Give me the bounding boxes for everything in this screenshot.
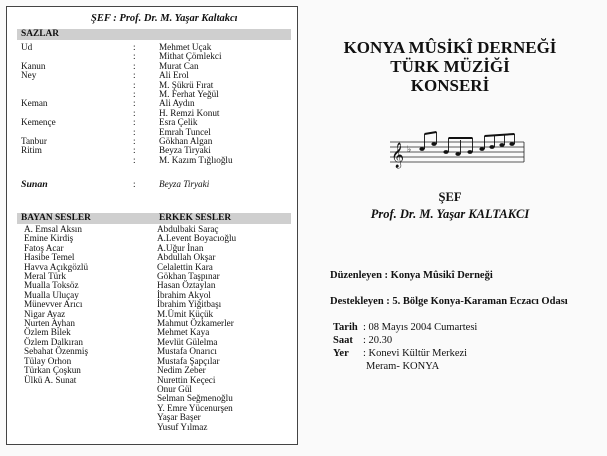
separator-colon: : — [133, 79, 136, 90]
male-singer: Mahmut Özkamerler — [157, 318, 234, 329]
instrument-row — [21, 146, 291, 155]
instrument-row — [21, 90, 291, 99]
instrument-row — [21, 109, 291, 118]
presenter-label: Sunan — [21, 179, 48, 190]
male-singer: Mevlüt Gülelma — [157, 336, 218, 347]
instrument-row — [21, 52, 291, 61]
male-singer: A.Levent Boyacıoğlu — [157, 233, 237, 244]
male-singer: M.Ümit Küçük — [157, 308, 214, 319]
instrument-name: Kemençe — [21, 117, 56, 128]
musician-name: Ali Erol — [159, 70, 189, 81]
svg-text:𝄞: 𝄞 — [391, 143, 405, 168]
separator-colon: : — [133, 154, 136, 165]
female-singer: Tülay Orhon — [24, 355, 72, 366]
male-singer: Hasan Öztaylan — [157, 280, 216, 291]
title-line-3: KONSERİ — [410, 76, 490, 95]
title-line-1: KONYA MÛSİKÎ DERNEĞİ — [343, 38, 557, 57]
musician-name: Murat Can — [159, 60, 199, 71]
voices-header-bar — [17, 213, 291, 224]
date-label: Tarih — [333, 322, 358, 333]
organizer-value: Konya Mûsikî Derneği — [390, 270, 493, 281]
venue-value-2: Meram- KONYA — [366, 361, 440, 372]
concert-info — [300, 0, 607, 456]
separator-colon: : — [133, 60, 136, 71]
male-singer: Mustafa Onarıcı — [157, 346, 217, 357]
title-line-2: TÜRK MÜZİĞİ — [390, 57, 510, 76]
time-line: Saat : 20.30 — [333, 335, 393, 346]
instrument-name: Keman — [21, 98, 48, 109]
instrument-name: Ud — [21, 42, 33, 52]
separator-colon: : — [133, 88, 136, 99]
male-singer: Gökhan Taşpınar — [157, 271, 220, 282]
separator-colon: : — [133, 51, 136, 62]
sazlar-heading: SAZLAR — [21, 29, 60, 39]
venue-line: Yer : Konevi Kültür Merkezi — [333, 348, 468, 359]
male-singer: A.Uğur İnan — [157, 242, 204, 253]
sazlar-header-bar — [17, 29, 291, 40]
conductor-line: ŞEF : Prof. Dr. M. Yaşar Kaltakcı — [91, 13, 238, 24]
instrument-name: Ney — [21, 70, 37, 81]
musician-name: Gökhan Algan — [159, 135, 213, 146]
separator-colon: : — [133, 70, 136, 81]
instrument-row — [21, 137, 291, 146]
female-singer: Mualla Uluçay — [24, 289, 79, 300]
date-line: Tarih : 08 Mayıs 2004 Cumartesi — [333, 322, 478, 333]
conductor-name: Prof. Dr. M. Yaşar Kaltakcı — [119, 13, 238, 24]
male-voices-list — [157, 225, 236, 432]
instrument-row — [21, 128, 291, 137]
musician-name: Mithat Çömlekci — [159, 51, 222, 62]
organizer-line — [330, 270, 493, 281]
sponsor-label: Destekleyen : — [330, 296, 390, 307]
male-singer: Y. Emre Yücenurşen — [157, 402, 233, 413]
sponsor-line — [330, 296, 568, 307]
instrument-name: Tanbur — [21, 135, 47, 146]
separator-colon: : — [133, 126, 136, 137]
presenter-name: Beyza Tiryaki — [159, 179, 210, 189]
venue-label: Yer — [333, 348, 349, 359]
time-value: 20.30 — [368, 335, 393, 346]
musician-name: M. Kazım Tığlıoğlu — [159, 154, 233, 165]
instrument-row — [21, 71, 291, 80]
instrument-row — [21, 81, 291, 90]
instrument-row — [21, 99, 291, 108]
venue-value-1: Konevi Kültür Merkezi — [368, 348, 468, 359]
musician-name: Esra Çelik — [159, 117, 198, 128]
musician-name: Ali Aydın — [159, 98, 195, 109]
male-singer: İbrahim Yiğitbaşı — [157, 299, 222, 310]
male-singer: Onur Gül — [157, 383, 192, 394]
musician-name: Emrah Tuncel — [159, 126, 211, 137]
male-voices-heading: ERKEK SESLER — [159, 213, 232, 223]
female-singer: Özlem Bilek — [24, 327, 71, 338]
female-singer: Havva Açıkgözlü — [24, 261, 89, 272]
instrument-row — [21, 62, 291, 71]
musician-name: H. Remzi Konut — [159, 107, 220, 118]
female-singer: Meral Türk — [24, 271, 66, 282]
instrument-name: Ritim — [21, 145, 42, 156]
female-singer: Ülkü A. Sunat — [24, 374, 77, 385]
male-singer: Yusuf Yılmaz — [157, 421, 208, 432]
male-singer: Yaşar Başer — [157, 412, 201, 423]
male-singer: Selman Seğmenoğlu — [157, 393, 233, 404]
instrument-row — [21, 118, 291, 127]
date-value: 08 Mayıs 2004 Cumartesi — [368, 322, 478, 333]
male-singer: Nurettin Keçeci — [157, 374, 216, 385]
instrument-row — [21, 156, 291, 165]
male-singer: Abdulbaki Saraç — [157, 224, 219, 234]
musician-name: M. Şükrü Fırat — [159, 79, 214, 90]
organizer-label: Düzenleyen : — [330, 270, 389, 281]
presenter-colon: : — [133, 179, 136, 189]
male-singer: Mehmet Kaya — [157, 327, 210, 338]
female-singer: Fatoş Acar — [24, 242, 64, 253]
female-voices-heading: BAYAN SESLER — [21, 213, 91, 223]
female-singer: Emine Kirdiş — [24, 233, 74, 244]
instrument-name: Kanun — [21, 60, 46, 71]
instrument-row — [21, 43, 291, 52]
separator-colon: : — [133, 145, 136, 156]
female-singer: Sebahat Özenmiş — [24, 346, 89, 357]
conductor-label: ŞEF — [91, 13, 111, 24]
separator-colon: : — [133, 135, 136, 146]
female-singer: Münevver Arıcı — [24, 299, 83, 310]
time-label: Saat — [333, 335, 353, 346]
male-singer: Celalettin Kara — [157, 261, 213, 272]
male-singer: Abdullah Okşar — [157, 252, 216, 263]
female-singer: Nurten Ayhan — [24, 318, 75, 329]
svg-text:♭: ♭ — [407, 145, 412, 155]
music-staff-icon — [388, 130, 528, 170]
musician-name: Mehmet Uçak — [159, 42, 212, 52]
separator-colon: : — [133, 42, 136, 52]
separator-colon: : — [133, 107, 136, 118]
separator-colon: : — [133, 117, 136, 128]
male-singer: İbrahim Akyol — [157, 289, 211, 300]
male-singer: Nedim Zeber — [157, 365, 206, 376]
sponsor-value: 5. Bölge Konya-Karaman Eczacı Odası — [392, 296, 568, 307]
separator-colon: : — [133, 98, 136, 109]
female-singer: Mualla Toksöz — [24, 280, 79, 291]
instrument-list — [21, 43, 291, 165]
female-singer: A. Emsal Aksın — [24, 224, 82, 234]
female-singer: Nigar Ayaz — [24, 308, 66, 319]
female-singer: Özlem Dalkıran — [24, 336, 83, 347]
musician-name: M. Ferhat Yeğül — [159, 88, 219, 99]
right-conductor-name: Prof. Dr. M. Yaşar KALTAKCI — [370, 207, 530, 221]
musician-name: Beyza Tiryaki — [159, 145, 211, 156]
female-singer: Türkan Çoşkun — [24, 365, 81, 376]
right-conductor-label: ŞEF — [438, 190, 462, 204]
male-singer: Mustafa Şapçılar — [157, 355, 220, 366]
program-panel — [6, 6, 298, 445]
female-voices-list — [24, 225, 88, 385]
female-singer: Hasibe Temel — [24, 252, 75, 263]
